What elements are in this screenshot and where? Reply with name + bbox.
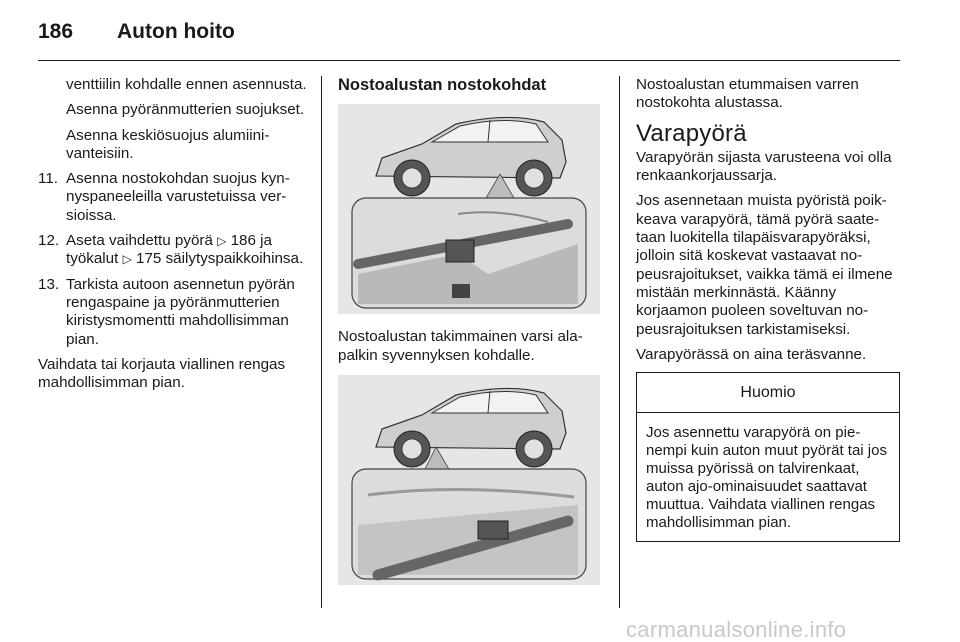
paragraph: venttiilin kohdalle ennen asennusta. (66, 76, 307, 93)
header-rule (38, 60, 900, 61)
list-item (38, 170, 308, 225)
list-item-text: Tarkista autoon asennetun pyörän rengaspaine ja pyöränmutterien kiristysmomentti mahdollisimman pian. (66, 275, 295, 348)
notice-title: Huomio (637, 373, 899, 413)
notice-body: Jos asennettu varapyörä on pienempi kuin auton muut pyörät tai jos muissa pyörissä on talvirenkaat, auton ajo-ominaisuudet saattavat muuttua. Vaihdata viallinen rengas mahdollisimman pian. (646, 424, 887, 532)
page-title: Auton hoito (117, 20, 235, 43)
list-item-text: Aseta vaihdettu pyörä ▷ 186 ja työkalut ▷ 175 säilytyspaikkoihinsa. (66, 232, 304, 268)
paragraph: Asenna pyöränmutterien suojukset. (66, 101, 305, 119)
paragraph: Jos asennetaan muista pyöristä poikkeava varapyörä, tämä pyörä saatetaan luokitella tilapäisvarapyöräksi, jolloin sitä koskevat vastaavat nopeusrajoitukset, vaikka tämä ei ilmene mistään merkinnästä. Käänny korjaamon puoleen soveltuvan nopeusrajoituksen tarkistamiseksi. (636, 192, 893, 338)
list-item (38, 276, 308, 349)
page-number: 186 (38, 20, 74, 43)
list-item-number: 13. (38, 275, 60, 293)
column-right (636, 76, 902, 542)
figure-caption: Nostoalustan takimmainen varsi alapalkin syvennyksen kohdalle. (338, 328, 583, 364)
notice-box (636, 372, 900, 542)
paragraph: Asenna keskiösuojus alumiinivanteisiin. (66, 126, 270, 162)
section-title: Varapyörä (636, 119, 747, 147)
column-divider-left (321, 76, 322, 608)
page-header (0, 0, 960, 62)
paragraph: Varapyörän sijasta varusteena voi olla renkaankorjaussarja. (636, 148, 892, 185)
list-item-text: Asenna nostokohdan suojus kynnyspaneeleilla varustetuissa versioissa. (66, 170, 290, 224)
column-divider-right (619, 76, 620, 608)
section-subheading: Nostoalustan nostokohdat (338, 76, 547, 94)
cross-reference-arrow-icon: ▷ (122, 252, 132, 267)
list-item-number: 12. (38, 232, 60, 250)
figure-front-lift-point (338, 375, 600, 585)
paragraph: Varapyörässä on aina teräsvanne. (636, 345, 867, 363)
car-lift-illustration (338, 375, 600, 585)
closing-paragraph: Vaihdata tai korjauta viallinen rengas mahdollisimman pian. (38, 355, 286, 392)
car-lift-illustration (338, 104, 600, 314)
figure-rear-lift-point (338, 104, 600, 314)
paragraph: Nostoalustan etummaisen varren nostokohta alustassa. (636, 76, 859, 112)
list-item (38, 232, 308, 269)
cross-reference-arrow-icon: ▷ (217, 234, 227, 249)
column-left (38, 76, 308, 399)
list-item-number: 11. (38, 170, 58, 188)
watermark: carmanualsonline.info (626, 617, 847, 642)
column-middle (338, 76, 604, 585)
